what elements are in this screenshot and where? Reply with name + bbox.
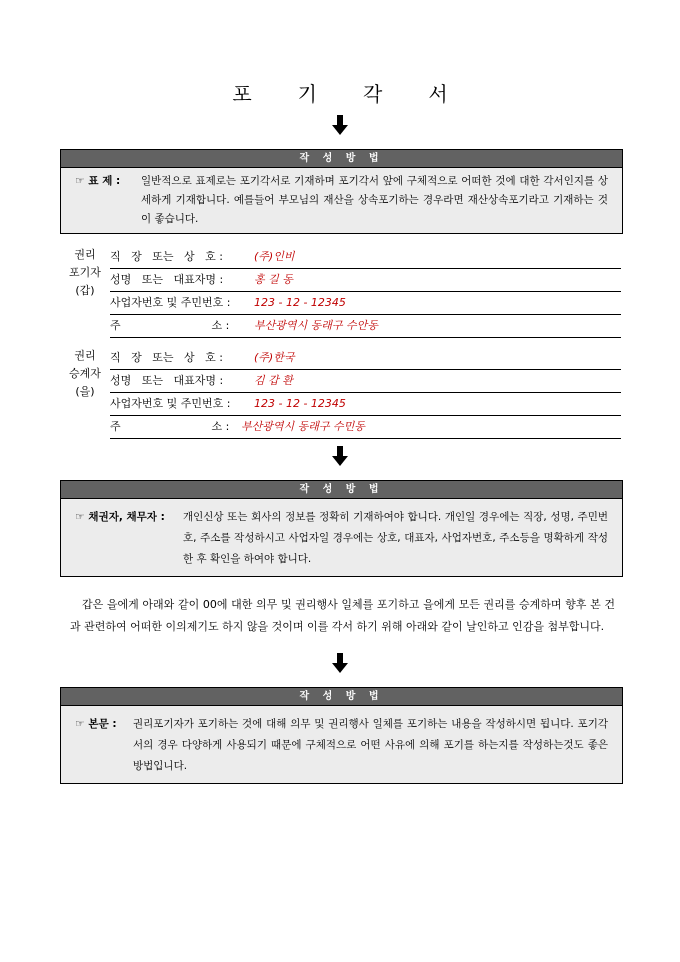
field-value: 부산광역시 동래구 수민동: [241, 420, 365, 433]
down-arrow-icon: [332, 115, 348, 135]
guide-header: 작 성 방 법: [61, 150, 622, 168]
field-value: (주)인비: [254, 250, 295, 263]
guide-text: 개인신상 또는 회사의 정보를 정확히 기재하여야 합니다. 개인일 경우에는 직장, 성명, 주민번호, 주소를 작성하시고 사업자일 경우에는 상호, 대표자, 사업자번호, 주소등을 명확하게 작성한 후 확인을 하여야 합니다.: [183, 511, 608, 565]
guide-text: 일반적으로 표제로는 포기각서로 기재하며 포기각서 앞에 구체적으로 어떠한 것에 대한 각서인지를 상세하게 기재합니다. 예를들어 부모님의 재산을 상속포기하는 경우라면 재산상속포기라고 기재하는 것이 좋습니다.: [141, 175, 608, 225]
down-arrow-icon: [332, 653, 348, 673]
guide-text: 권리포기자가 포기하는 것에 대해 의무 및 권리행사 일체를 포기하는 내용을 작성하시면 됩니다. 포기각서의 경우 다양하게 사용되기 때문에 구체적으로 어떤 사유에 의해 포기를 하는지를 작성하는것도 좋은 방법입니다.: [133, 718, 608, 772]
field-value: 홍 길 동: [254, 273, 293, 286]
hand-pointer-icon: ☞: [75, 511, 85, 523]
field-id-number: 사업자번호 및 주민번호 : 123 - 12 - 12345: [110, 292, 621, 315]
guide-box-title: [60, 149, 623, 234]
guide-header: 작 성 방 법: [61, 481, 622, 499]
field-address: 주 소 : 부산광역시 동래구 수민동: [110, 416, 621, 439]
hand-pointer-icon: ☞: [75, 175, 85, 187]
field-company: 직 장 또는 상 호 : (주)인비: [110, 246, 621, 269]
field-value: 123 - 12 - 12345: [254, 296, 346, 309]
field-address: 주 소 : 부산광역시 동래구 수안동: [110, 315, 621, 338]
field-value: 김 갑 환: [254, 374, 293, 387]
field-name: 성명 또는 대표자명 : 홍 길 동: [110, 269, 621, 292]
body-paragraph: 갑은 을에게 아래와 같이 00에 대한 의무 및 권리행사 일체를 포기하고 을에게 모든 권리를 승계하며 향후 본 건과 관련하여 어떠한 이의제기도 하지 않을 것이며 이를 각서 하기 위해 아래와 같이 날인하고 인감을 첨부합니다.: [70, 598, 615, 633]
down-arrow-icon: [332, 446, 348, 466]
guide-box-parties: [60, 480, 623, 577]
hand-pointer-icon: ☞: [75, 718, 85, 730]
field-value: 부산광역시 동래구 수안동: [254, 319, 378, 332]
guide-header: 작 성 방 법: [61, 688, 622, 706]
guide-label: ☞ 본문 :: [75, 714, 117, 735]
party-label: 권리 포기자 (갑): [69, 248, 101, 297]
party-label: 권리 승계자 (을): [69, 349, 101, 398]
guide-label: ☞ 채권자, 채무자 :: [75, 507, 165, 528]
field-value: (주)한국: [254, 351, 295, 364]
field-id-number: 사업자번호 및 주민번호 : 123 - 12 - 12345: [110, 393, 621, 416]
field-company: 직 장 또는 상 호 : (주)한국: [110, 347, 621, 370]
field-name: 성명 또는 대표자명 : 김 갑 환: [110, 370, 621, 393]
document-title: 포기각서: [232, 82, 494, 106]
guide-label: ☞ 표 제 :: [75, 172, 120, 191]
guide-box-body: [60, 687, 623, 784]
field-value: 123 - 12 - 12345: [254, 397, 346, 410]
